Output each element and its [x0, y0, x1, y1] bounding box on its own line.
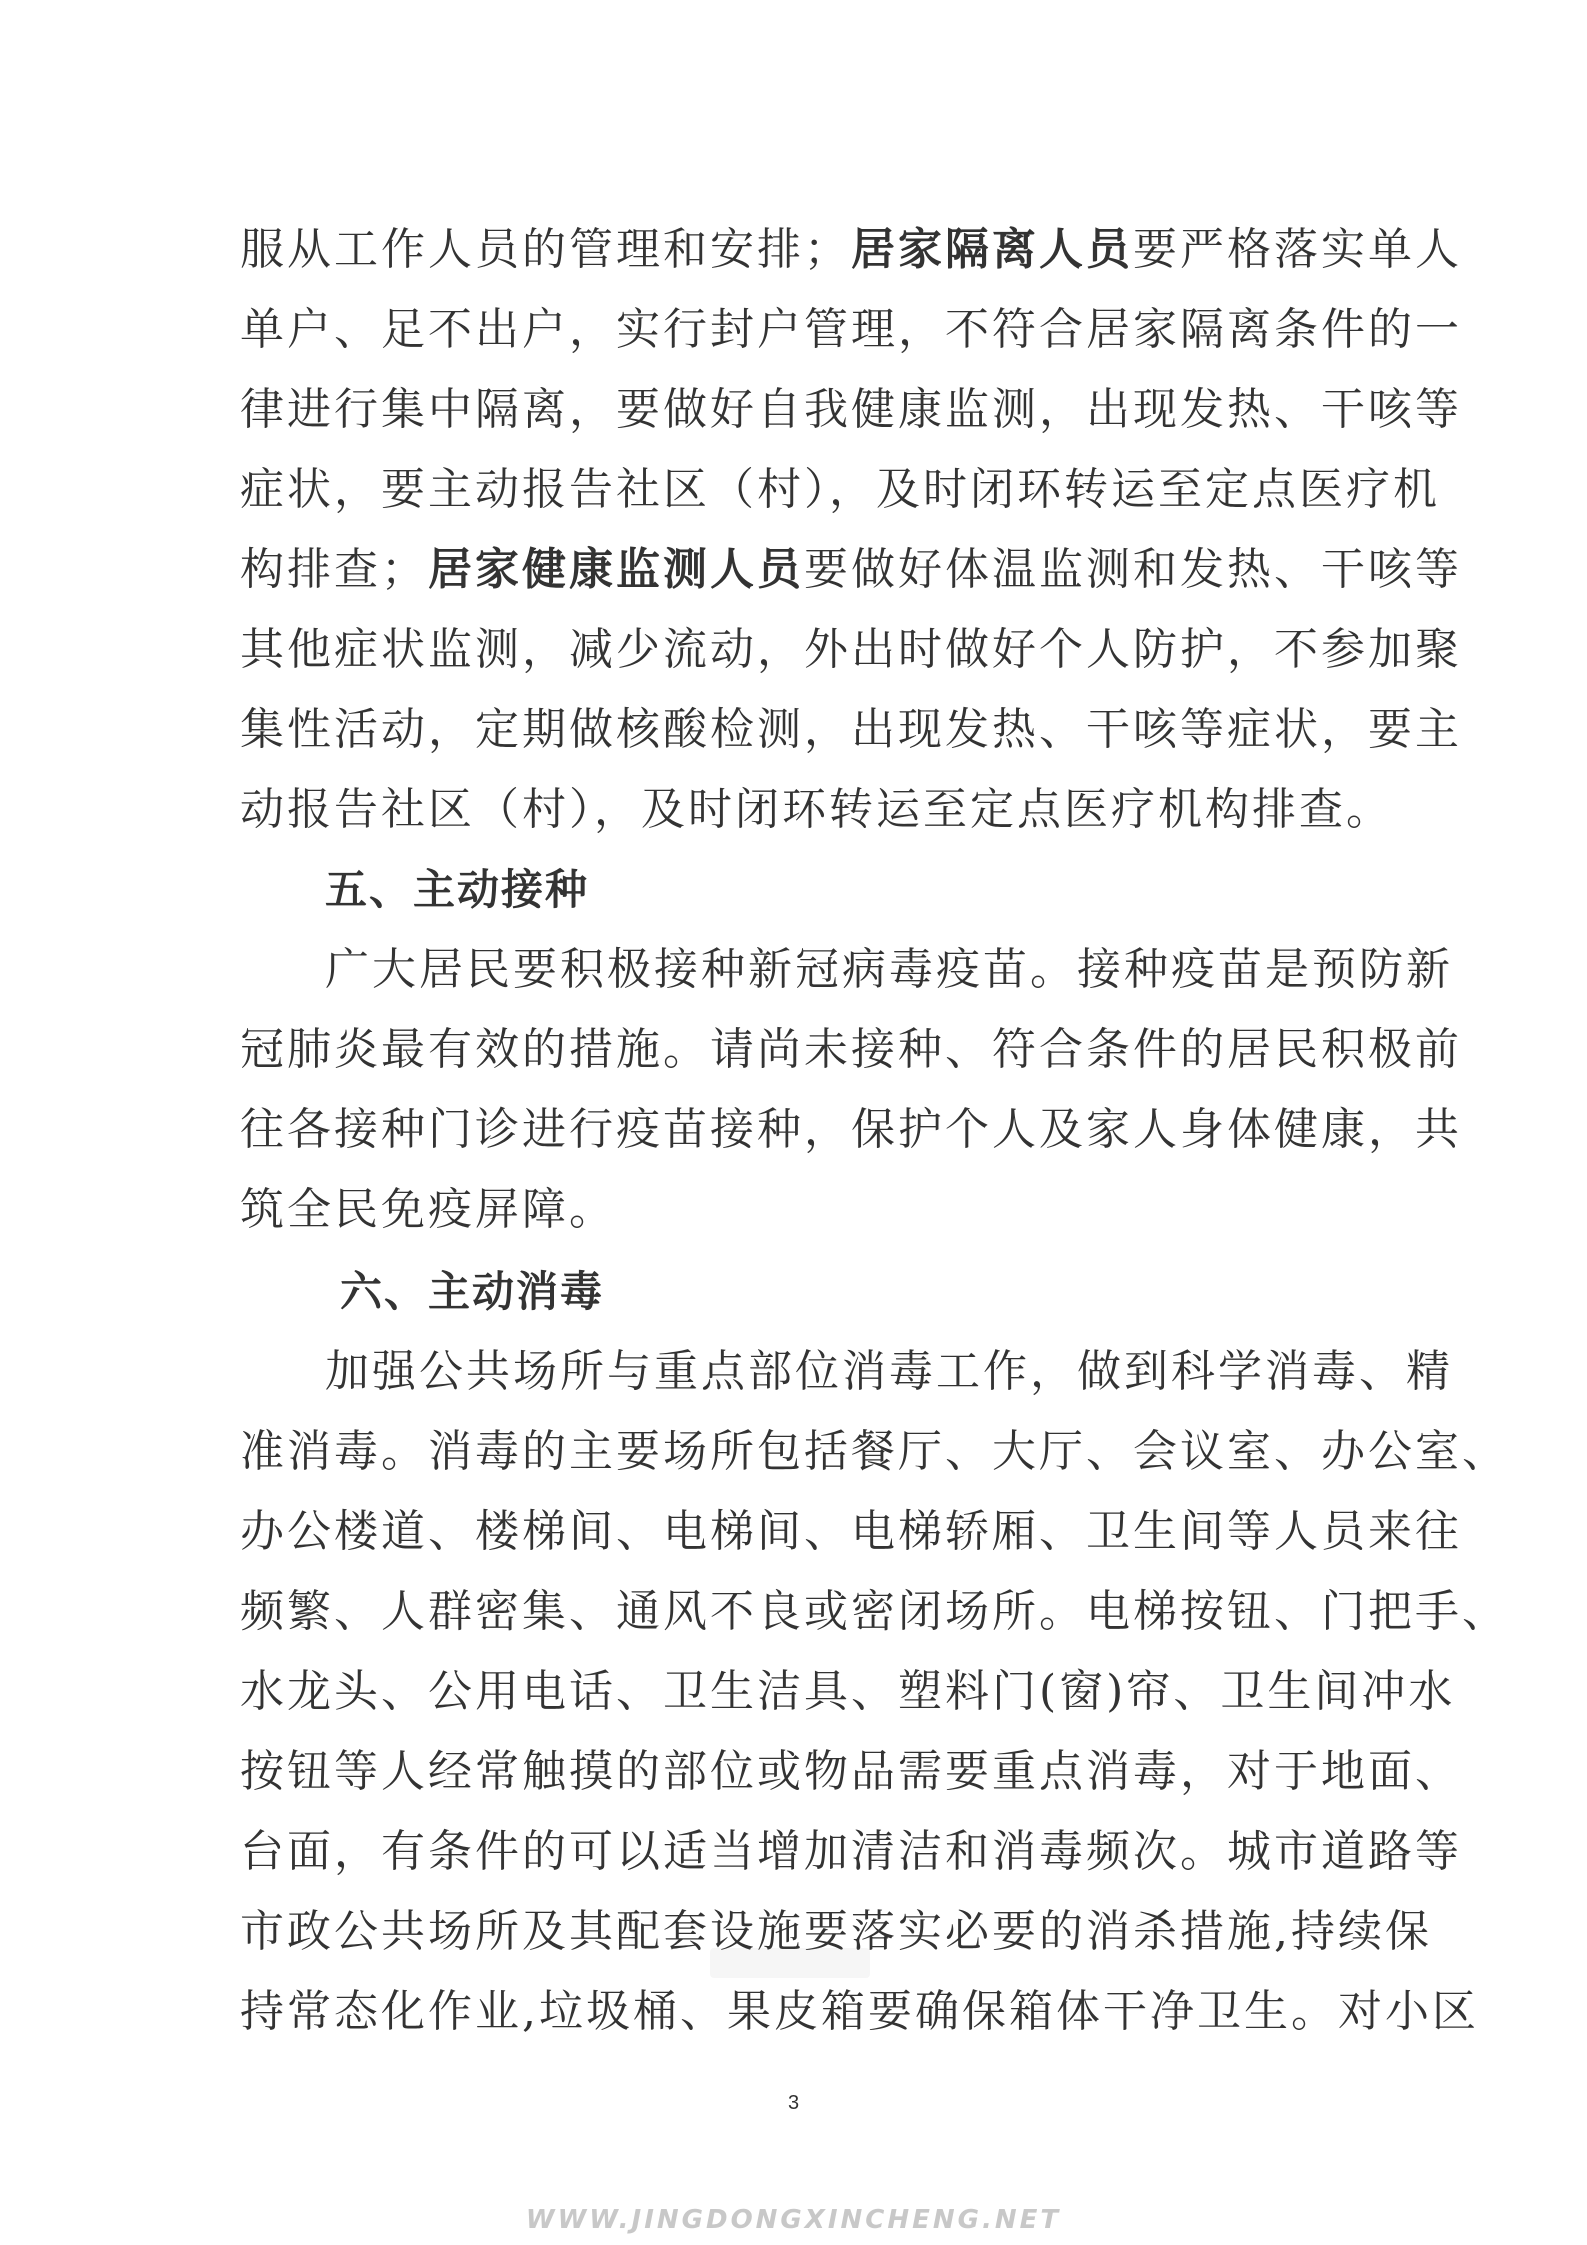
text-line: 持常态化作业,垃圾桶、果皮箱要确保箱体干净卫生。对小区 — [240, 1986, 1479, 2037]
site-watermark: WWW.JINGDONGXINCHENG.NET — [525, 2205, 1062, 2235]
text-line: 按钮等人经常触摸的部位或物品需要重点消毒，对于地面、 — [240, 1746, 1462, 1797]
page-number: 3 — [787, 2092, 800, 2114]
text-line: 台面，有条件的可以适当增加清洁和消毒频次。城市道路等 — [240, 1826, 1462, 1877]
text-line: 动报告社区（村），及时闭环转运至定点医疗机构排查。 — [240, 784, 1393, 835]
text-line: 水龙头、公用电话、卫生洁具、塑料门(窗)帘、卫生间冲水 — [240, 1666, 1456, 1717]
text-line: 冠肺炎最有效的措施。请尚未接种、符合条件的居民积极前 — [240, 1024, 1462, 1075]
section-5-heading: 五、主动接种 — [325, 865, 590, 914]
text-line: 加强公共场所与重点部位消毒工作，做到科学消毒、精 — [325, 1346, 1453, 1397]
text-line — [240, 540, 1462, 600]
text-line: 往各接种门诊进行疫苗接种，保护个人及家人身体健康，共 — [240, 1104, 1462, 1155]
text-line: 市政公共场所及其配套设施要落实必要的消杀措施,持续保 — [240, 1906, 1432, 1957]
text-line — [240, 220, 1462, 280]
text-line: 律进行集中隔离，要做好自我健康监测，出现发热、干咳等 — [240, 384, 1462, 435]
section-6-heading: 六、主动消毒 — [340, 1267, 605, 1316]
faint-stamp-mark — [710, 1948, 870, 1978]
text-span: 构排查； — [240, 544, 428, 595]
text-span: 要严格落实单人 — [1133, 224, 1462, 275]
bold-term-home-isolation: 居家隔离人员 — [851, 224, 1133, 275]
text-line: 广大居民要积极接种新冠病毒疫苗。接种疫苗是预防新 — [325, 944, 1453, 995]
text-line: 准消毒。消毒的主要场所包括餐厅、大厅、会议室、办公室、 — [240, 1426, 1509, 1477]
text-line: 集性活动，定期做核酸检测，出现发热、干咳等症状，要主 — [240, 704, 1462, 755]
text-span: 服从工作人员的管理和安排； — [240, 224, 851, 275]
text-line: 筑全民免疫屏障。 — [240, 1184, 616, 1235]
text-line: 其他症状监测，减少流动，外出时做好个人防护，不参加聚 — [240, 624, 1462, 675]
bold-term-home-health-monitoring: 居家健康监测人员 — [428, 544, 804, 595]
text-line: 单户、足不出户，实行封户管理，不符合居家隔离条件的一 — [240, 304, 1462, 355]
text-line: 症状，要主动报告社区（村），及时闭环转运至定点医疗机 — [240, 464, 1440, 515]
text-line: 办公楼道、楼梯间、电梯间、电梯轿厢、卫生间等人员来往 — [240, 1506, 1462, 1557]
text-span: 要做好体温监测和发热、干咳等 — [804, 544, 1462, 595]
text-line: 频繁、人群密集、通风不良或密闭场所。电梯按钮、门把手、 — [240, 1586, 1509, 1637]
